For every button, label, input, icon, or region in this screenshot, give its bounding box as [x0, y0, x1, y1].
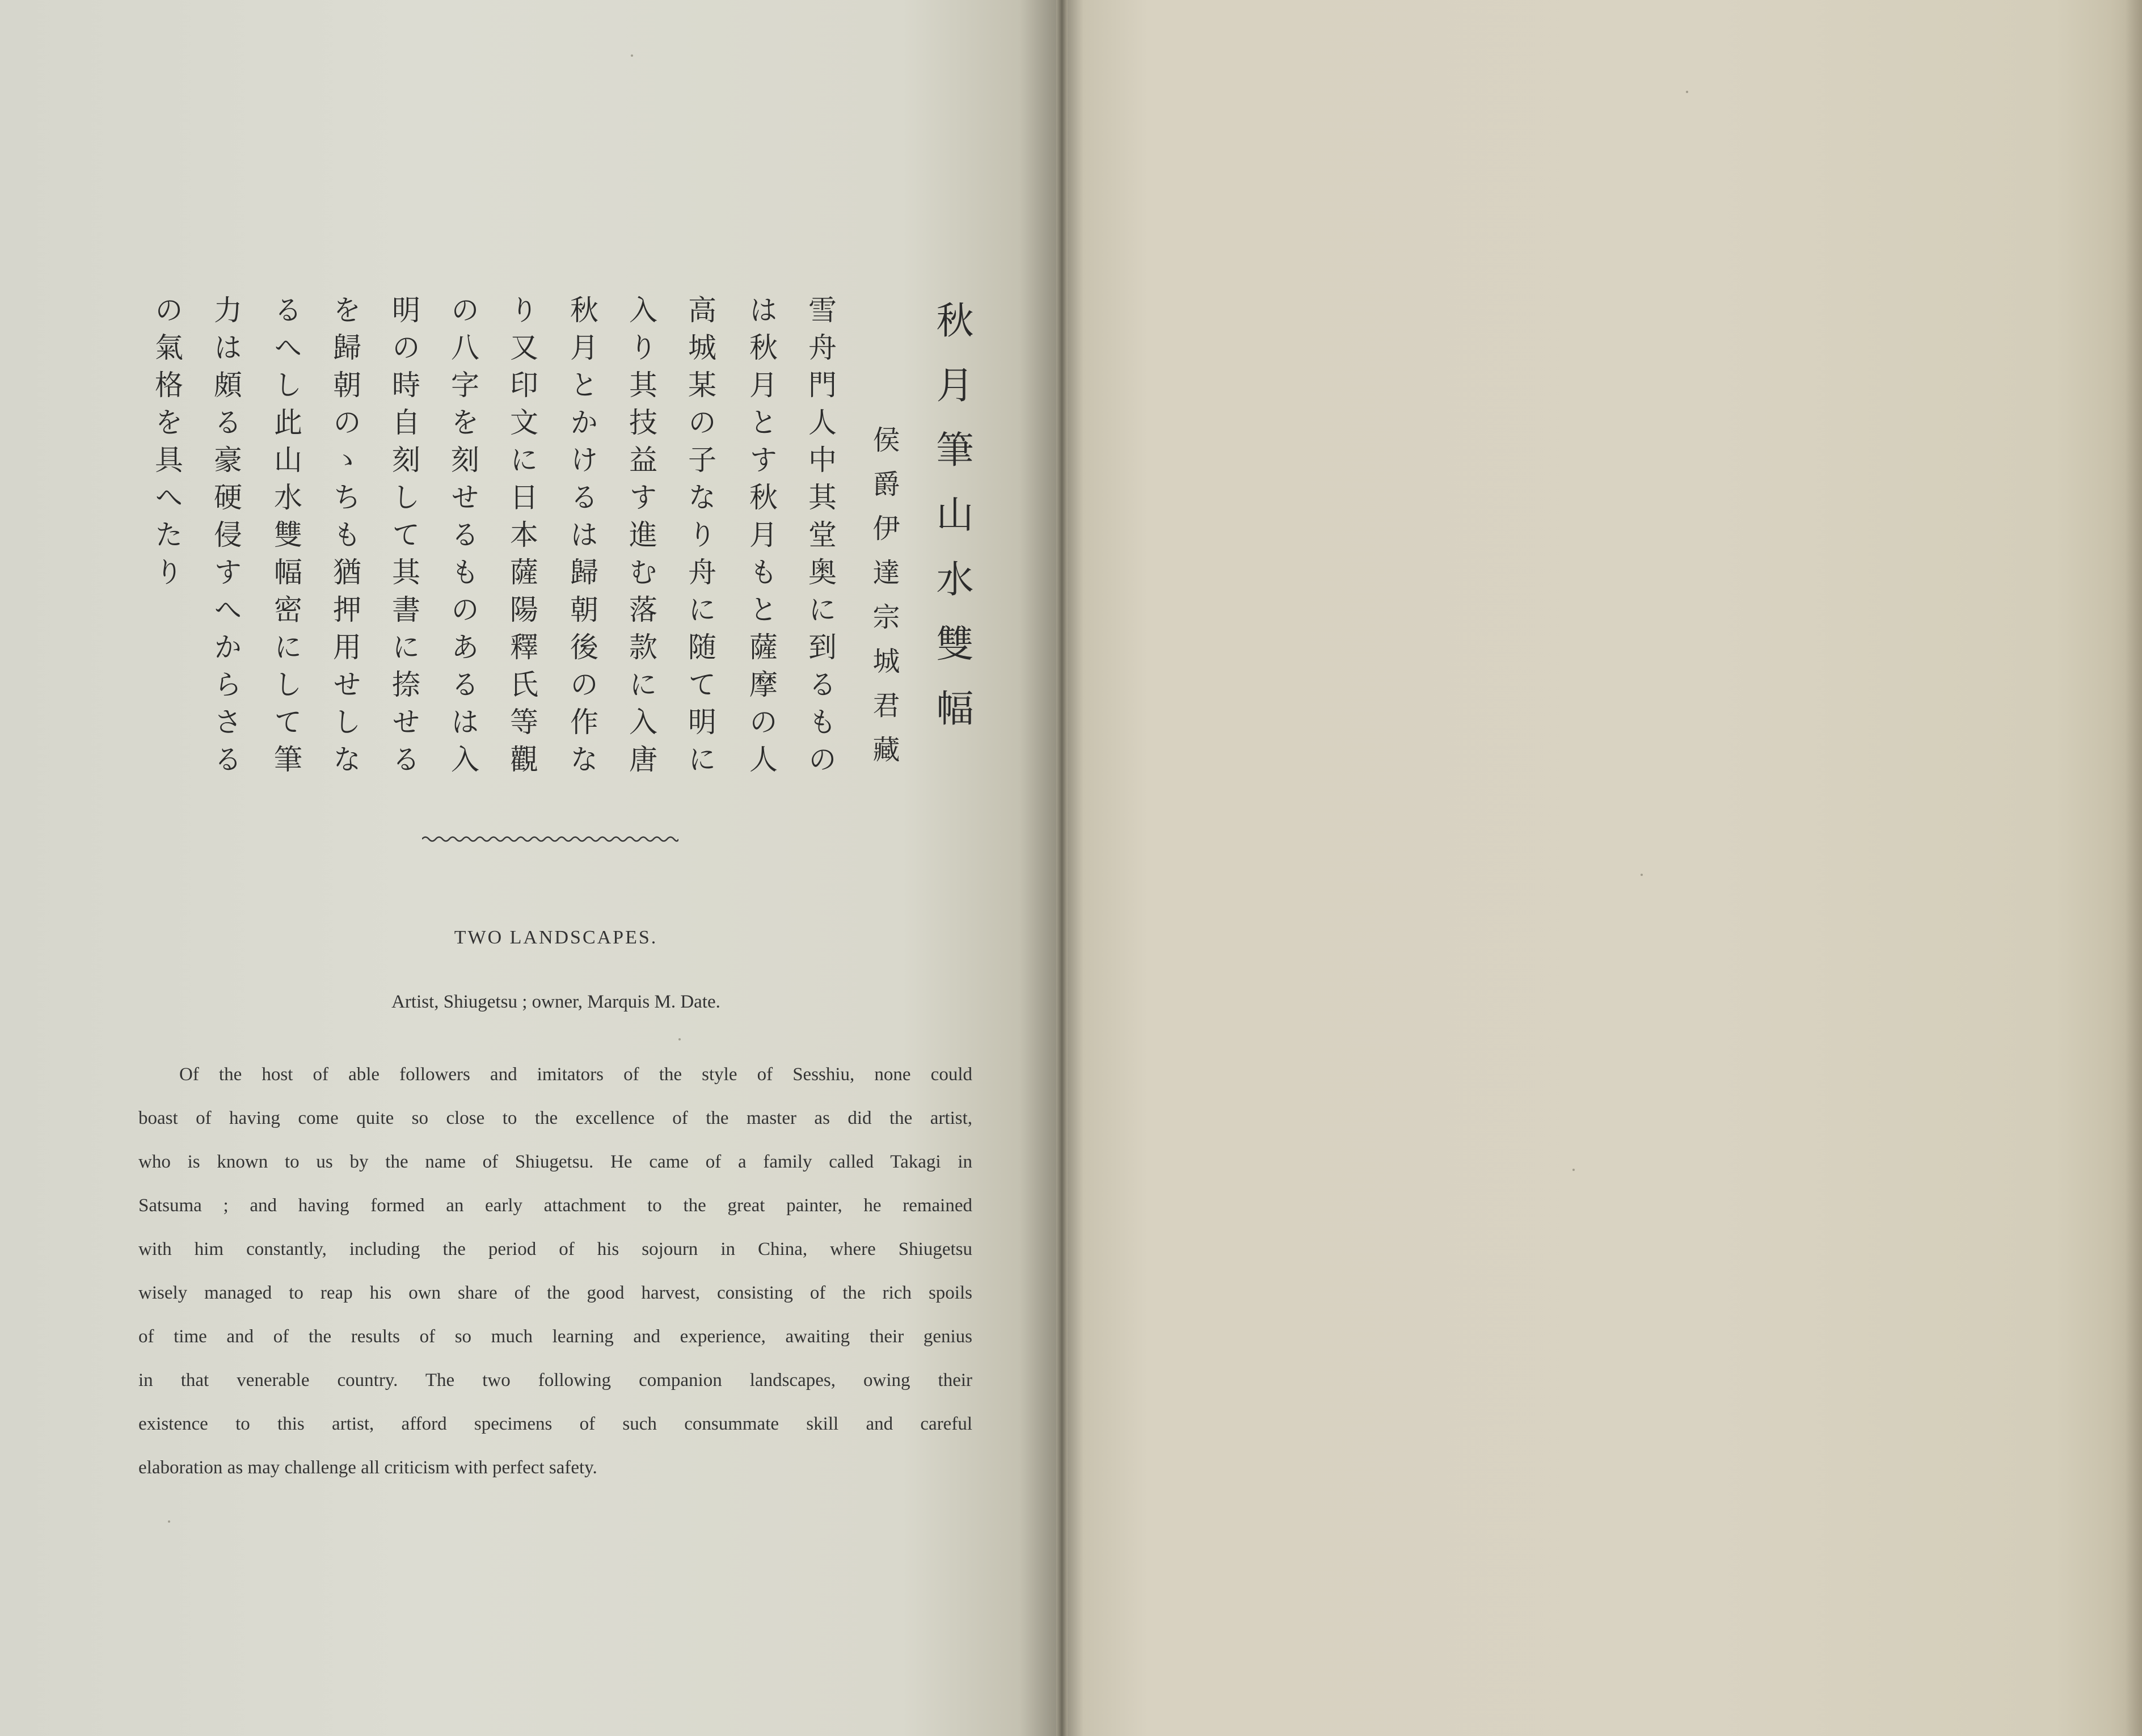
paper-speck [1641, 874, 1643, 876]
left-page [0, 0, 1062, 1736]
japanese-text-column: の氣格を具へたり [150, 295, 183, 595]
japanese-text-column: の八字を刻せるものあるは入 [446, 295, 479, 782]
english-body-paragraph [138, 1053, 972, 1490]
japanese-text-column: 入り其技益す進む落款に入唐 [625, 295, 657, 782]
page-edge-shadow [2125, 0, 2142, 1736]
japanese-text-column: 力は頗る豪硬侵すへからさる [209, 295, 242, 782]
english-title: TWO LANDSCAPES. [454, 927, 658, 948]
wavy-divider-ornament [422, 832, 678, 846]
body-line: Of the host of able followers and imitators of the style of Sesshiu, none could [179, 1064, 972, 1085]
paper-speck [168, 1520, 170, 1523]
body-line: in that venerable country. The two following companion landscapes, owing their [138, 1370, 972, 1391]
japanese-title: 秋月筆山水雙幅 [930, 301, 973, 753]
japanese-text-column: 秋月とかけるは歸朝後の作な [566, 295, 598, 782]
japanese-owner-line: 侯爵伊達宗城君藏 [868, 425, 900, 779]
body-line: with him constantly, including the period of his sojourn in China, where Shiugetsu [138, 1239, 972, 1259]
japanese-text-column: は秋月とす秋月もと薩摩の人 [745, 295, 778, 782]
english-subtitle: Artist, Shiugetsu ; owner, Marquis M. Date. [391, 992, 720, 1012]
body-line: boast of having come quite so close to the excellence of the master as did the artist, [138, 1108, 972, 1128]
body-line: Satsuma ; and having formed an early attachment to the great painter, he remained [138, 1195, 972, 1216]
body-line: who is known to us by the name of Shiugetsu. He came of a family called Takagi in [138, 1152, 972, 1172]
japanese-text-column: るへし此山水雙幅密にして筆 [269, 295, 302, 782]
japanese-text-column: 高城某の子なり舟に随て明に [684, 295, 716, 782]
book-gutter [1056, 0, 1068, 1736]
paper-speck [631, 54, 633, 57]
body-line: of time and of the results of so much learning and experience, awaiting their genius [138, 1326, 972, 1347]
japanese-text-column: り又印文に日本薩陽釋氏等觀 [505, 295, 538, 782]
japanese-text-column: 明の時自刻して其書に捺せる [387, 295, 420, 782]
japanese-text-column: を歸朝のゝちも猶押用せしな [328, 295, 361, 782]
paper-speck [1572, 1169, 1575, 1171]
japanese-text-column: 雪舟門人中其堂奥に到るもの [804, 295, 837, 782]
body-line: elaboration as may challenge all criticism with perfect safety. [138, 1457, 597, 1478]
right-page-blank [1062, 0, 2142, 1736]
paper-speck [1686, 91, 1688, 93]
body-line: existence to this artist, afford specimens of such consummate skill and careful [138, 1414, 972, 1434]
body-line: wisely managed to reap his own share of the good harvest, consisting of the rich spoils [138, 1283, 972, 1303]
paper-speck [678, 1038, 681, 1040]
